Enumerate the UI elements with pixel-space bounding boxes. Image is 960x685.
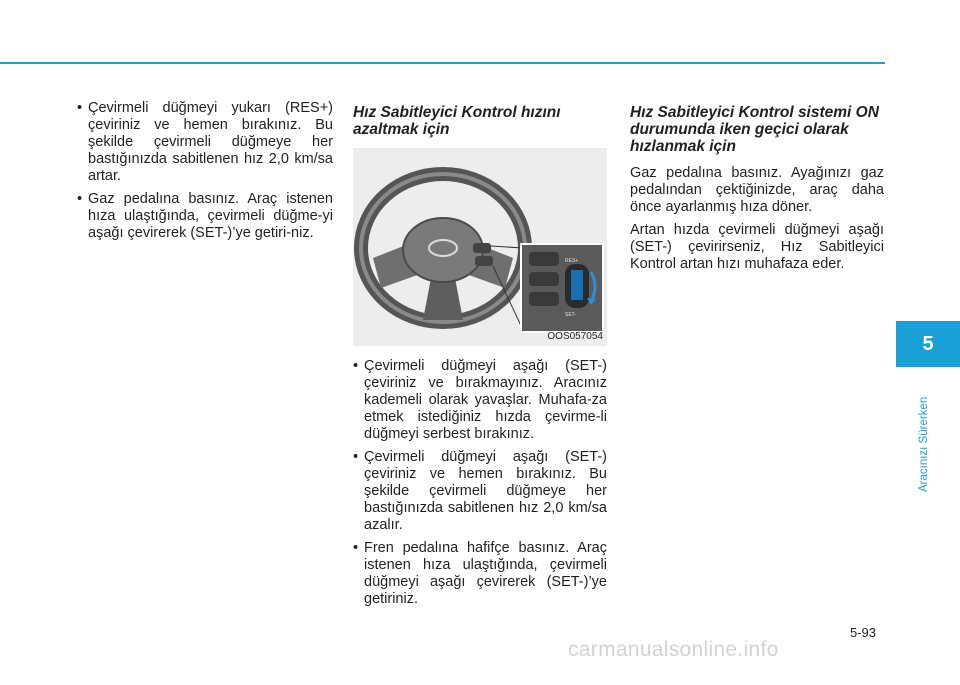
set-label: SET- <box>565 312 577 318</box>
list-item: • Gaz pedalına basınız. Araç istenen hıza ulaştığında, çevirmeli düğme-yi aşağı çevirerek (SET-)’ye getiri-niz. <box>77 191 333 242</box>
header-rule <box>0 62 885 64</box>
list-item: • Çevirmeli düğmeyi aşağı (SET-) çeviriniz ve hemen bırakınız. Bu şekilde çevirmeli düğmeye her bastığınızda sabitlenen hız 2,0 km/sa azalır. <box>353 449 607 534</box>
page-number: 5-93 <box>850 625 877 640</box>
chapter-side-label <box>918 374 934 494</box>
list-item: • Çevirmeli düğmeyi yukarı (RES+) çeviriniz ve hemen bırakınız. Bu şekilde çevirmeli düğmeye her bastığınızda sabitlenen hız 2,0 km/sa artar. <box>77 100 333 185</box>
chapter-title: Aracınızı Sürerken <box>918 396 930 492</box>
list-item: • Çevirmeli düğmeyi aşağı (SET-) çeviriniz ve bırakmayınız. Aracınız kademeli olarak yavaşlar. Muhafa-za etmek istediğiniz hızda çevirme-li düğmeyi serbest bırakınız. <box>353 358 607 443</box>
steering-wheel-figure <box>353 148 607 346</box>
chapter-tab <box>896 321 960 367</box>
bullet-list <box>77 100 333 242</box>
column-3 <box>630 104 884 279</box>
bullet-list <box>353 358 607 608</box>
column-2 <box>353 104 607 614</box>
section-heading: Hız Sabitleyici Kontrol sistemi ON durumunda iken geçici olarak hızlanmak için <box>630 104 879 155</box>
paragraph: Artan hızda çevirmeli düğmeyi aşağı (SET-) çevirirseniz, Hız Sabitleyici Kontrol artan hızı muhafaza eder. <box>630 222 884 272</box>
list-item: • Fren pedalına hafifçe basınız. Araç istenen hıza ulaştığında, çevirmeli düğmeyi aşağı çevirerek (SET-)’ye getiriniz. <box>353 540 607 608</box>
watermark: carmanualsonline.info <box>568 638 779 661</box>
column-1 <box>77 100 333 248</box>
steering-wheel-illustration <box>353 148 607 346</box>
figure-caption: OOS057054 <box>547 331 603 342</box>
section-heading: Hız Sabitleyici Kontrol hızını azaltmak için <box>353 104 561 138</box>
paragraph: Gaz pedalına basınız. Ayağınızı gaz pedalından çektiğinizde, araç daha önce ayarlanmış hıza döner. <box>630 165 884 215</box>
chapter-number: 5 <box>922 332 934 355</box>
cruise-switch-highlight <box>571 270 583 300</box>
res-label: RES+ <box>565 258 579 264</box>
